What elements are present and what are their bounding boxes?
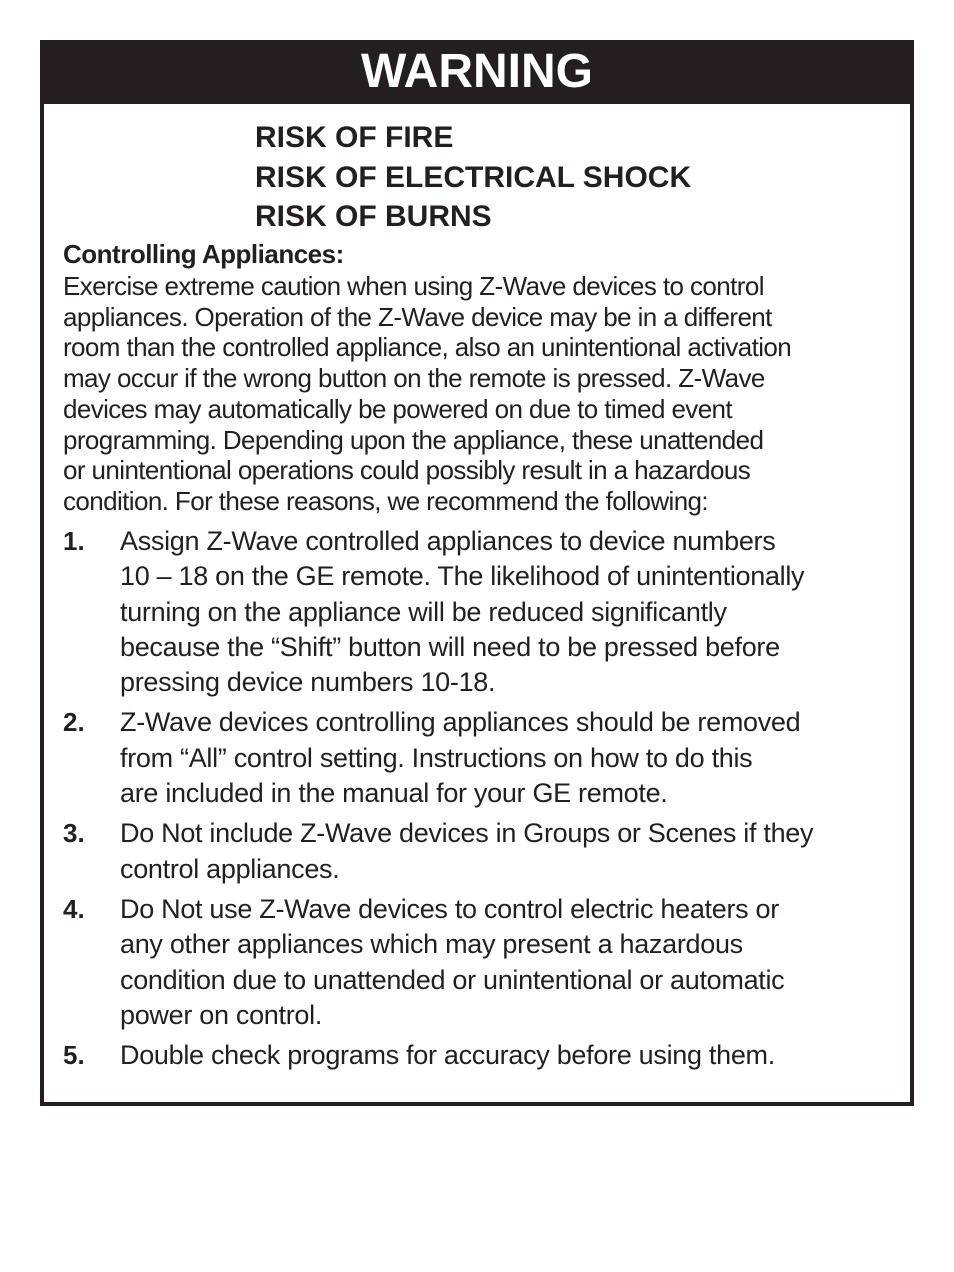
recommendation-line: are included in the manual for your GE remote. [120,778,668,809]
risk-electrical-shock: RISK OF ELECTRICAL SHOCK [255,160,692,194]
intro-line: appliances. Operation of the Z-Wave device may be in a different [63,301,772,332]
intro-line: may occur if the wrong button on the remote is pressed. Z-Wave [63,363,765,394]
intro-line: programming. Depending upon the appliance, these unattended [63,424,764,455]
recommendation-line: power on control. [120,999,323,1030]
recommendation-line: Do Not use Z-Wave devices to control electric heaters or [120,893,779,924]
recommendation-line: condition due to unattended or unintentional or automatic [120,964,785,995]
recommendation-line: any other appliances which may present a hazardous [120,929,743,960]
intro-line: room than the controlled appliance, also an unintentional activation [63,332,792,363]
recommendation-line: Double check programs for accuracy before using them. [120,1040,775,1071]
recommendation-line: Do Not include Z-Wave devices in Groups or Scenes if they [120,818,814,849]
recommendation-line: pressing device numbers 10-18. [120,667,496,698]
recommendation-text [120,1038,893,1073]
recommendation-list [63,524,893,1078]
recommendation-number: 4. [63,893,85,924]
recommendation-line: Assign Z-Wave controlled appliances to device numbers [120,526,776,556]
recommendation-text [120,892,893,1033]
warning-box [40,40,914,1106]
recommendation-text [120,524,893,700]
recommendation-item-4 [63,892,893,1033]
recommendation-number: 1. [63,526,85,556]
recommendation-item-1 [63,524,893,700]
recommendation-line: from “All” control setting. Instructions on how to do this [120,742,753,773]
warning-title: WARNING [40,40,914,104]
recommendation-number: 5. [63,1040,85,1071]
recommendation-number: 3. [63,818,85,849]
recommendation-item-3 [63,816,893,887]
recommendation-number: 2. [63,707,85,738]
recommendation-item-2 [63,705,893,811]
recommendation-line: control appliances. [120,853,340,884]
recommendation-line: Z-Wave devices controlling appliances should be removed [120,707,801,738]
section-title: Controlling Appliances: [63,239,344,269]
recommendation-item-5 [63,1038,893,1073]
intro-line: Exercise extreme caution when using Z-Wave devices to control [63,271,764,301]
risk-burns: RISK OF BURNS [255,200,492,233]
intro-line: or unintentional operations could possibly result in a hazardous [63,455,751,486]
intro-line: devices may automatically be powered on due to timed event [63,393,733,424]
recommendation-text [120,816,893,887]
recommendation-line: because the “Shift” button will need to be pressed before [120,631,780,662]
risk-fire: RISK OF FIRE [255,121,454,154]
recommendation-line: 10 – 18 on the GE remote. The likelihood of unintentionally [120,561,805,592]
risk-list [255,118,691,237]
intro-paragraph [63,271,903,517]
intro-line: condition. For these reasons, we recommend the following: [63,485,709,516]
recommendation-line: turning on the appliance will be reduced significantly [120,596,727,627]
recommendation-text [120,705,893,811]
